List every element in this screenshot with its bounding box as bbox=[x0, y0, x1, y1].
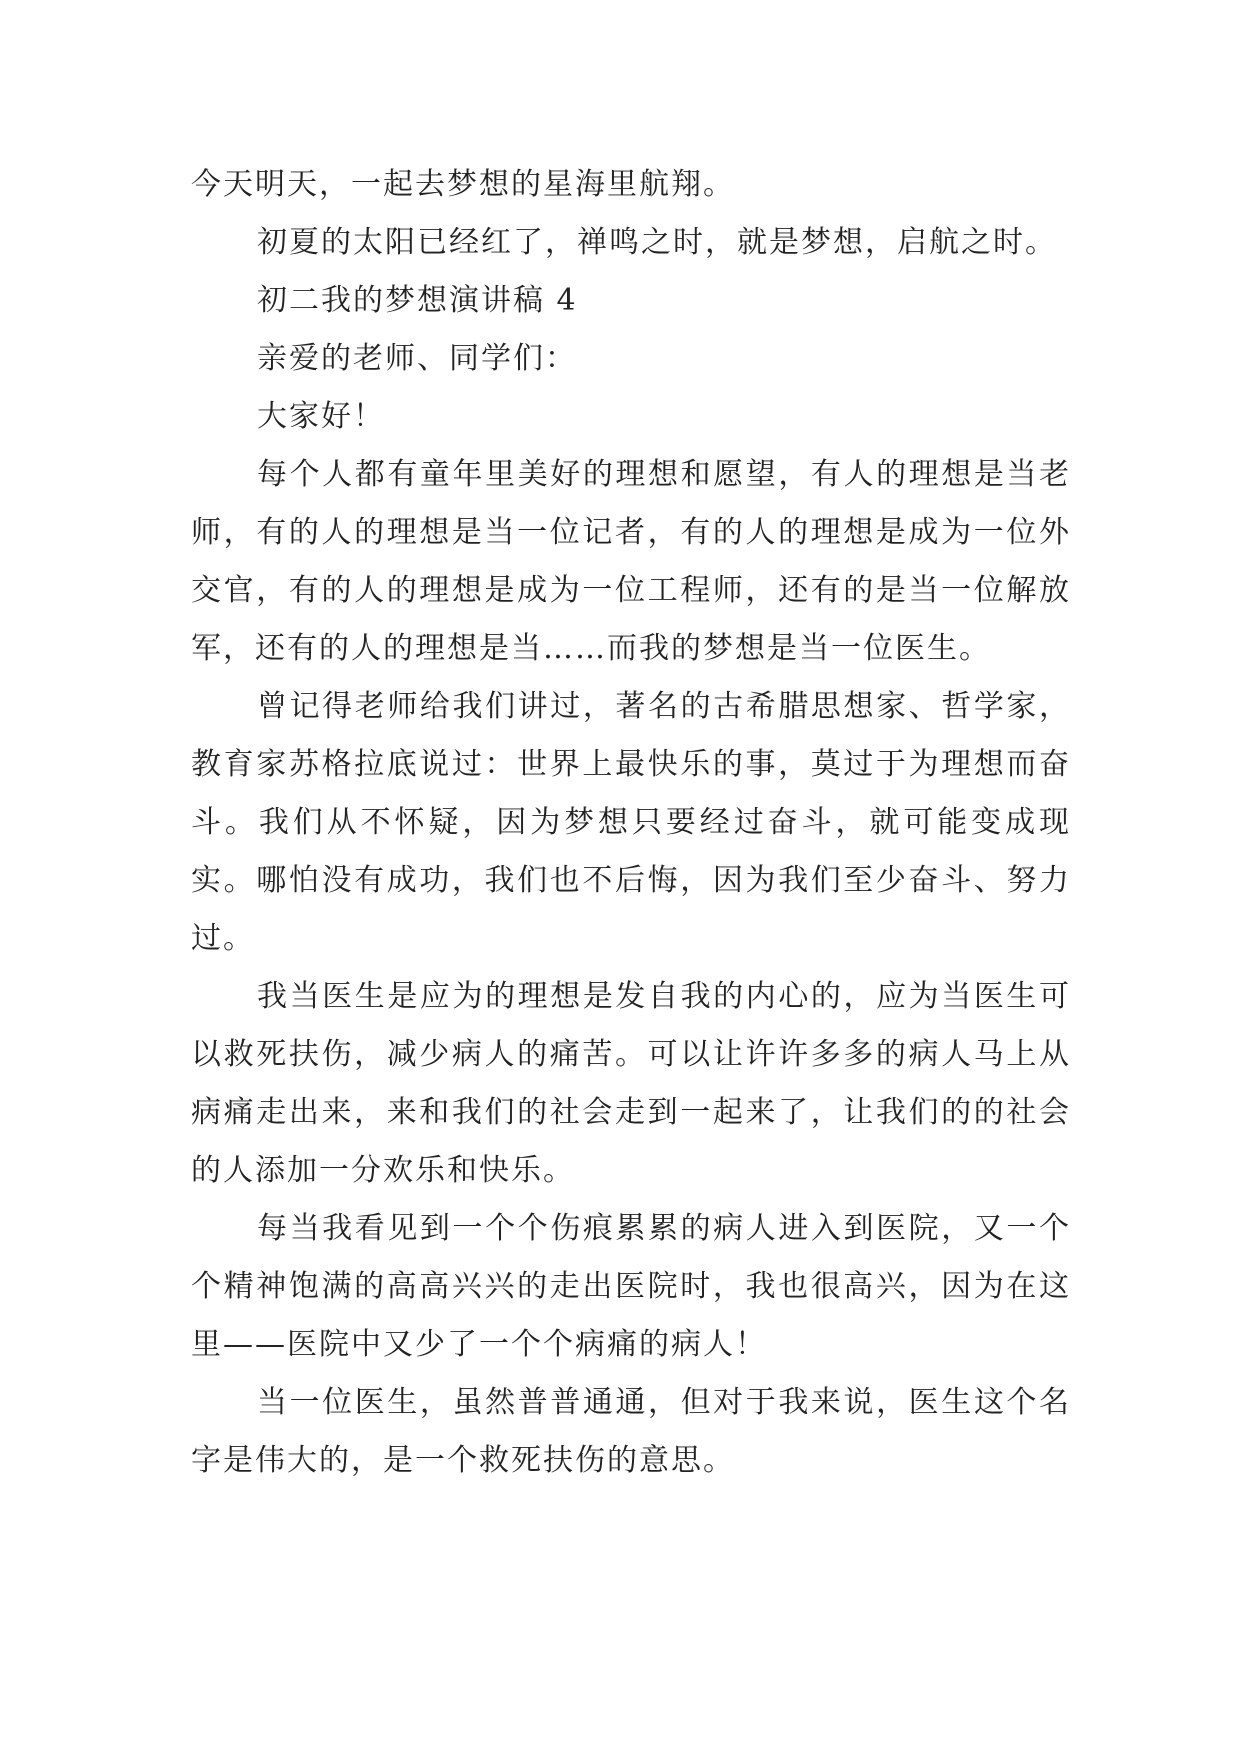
paragraph: 当一位医生，虽然普普通通，但对于我来说，医生这个名字是伟大的，是一个救死扶伤的意思。 bbox=[191, 1385, 1071, 1478]
paragraph: 初夏的太阳已经红了，禅鸣之时，就是梦想，启航之时。 bbox=[257, 225, 1057, 260]
paragraph-continuation: 今天明天，一起去梦想的星海里航翔。 bbox=[191, 167, 735, 202]
section-heading: 初二我的梦想演讲稿 4 bbox=[257, 283, 578, 318]
greeting: 大家好！ bbox=[257, 399, 385, 434]
paragraph: 每当我看见到一个个伤痕累累的病人进入到医院，又一个个精神饱满的高高兴兴的走出医院时，我也很高兴，因为在这里——医院中又少了一个个病痛的病人！ bbox=[191, 1211, 1071, 1362]
paragraph: 每个人都有童年里美好的理想和愿望，有人的理想是当老师，有的人的理想是当一位记者，有的人的理想是成为一位外交官，有的人的理想是成为一位工程师，还有的是当一位解放军，还有的人的理想是当……而我的梦想是当一位医生。 bbox=[191, 457, 1071, 666]
document-body bbox=[191, 156, 1071, 1490]
paragraph: 我当医生是应为的理想是发自我的内心的，应为当医生可以救死扶伤，减少病人的痛苦。可以让许许多多的病人马上从病痛走出来，来和我们的社会走到一起来了，让我们的的社会的人添加一分欢乐和快乐。 bbox=[191, 979, 1071, 1188]
paragraph: 曾记得老师给我们讲过，著名的古希腊思想家、哲学家，教育家苏格拉底说过：世界上最快乐的事，莫过于为理想而奋斗。我们从不怀疑，因为梦想只要经过奋斗，就可能变成现实。哪怕没有成功，我们也不后悔，因为我们至少奋斗、努力过。 bbox=[191, 689, 1071, 956]
salutation: 亲爱的老师、同学们： bbox=[257, 341, 577, 376]
